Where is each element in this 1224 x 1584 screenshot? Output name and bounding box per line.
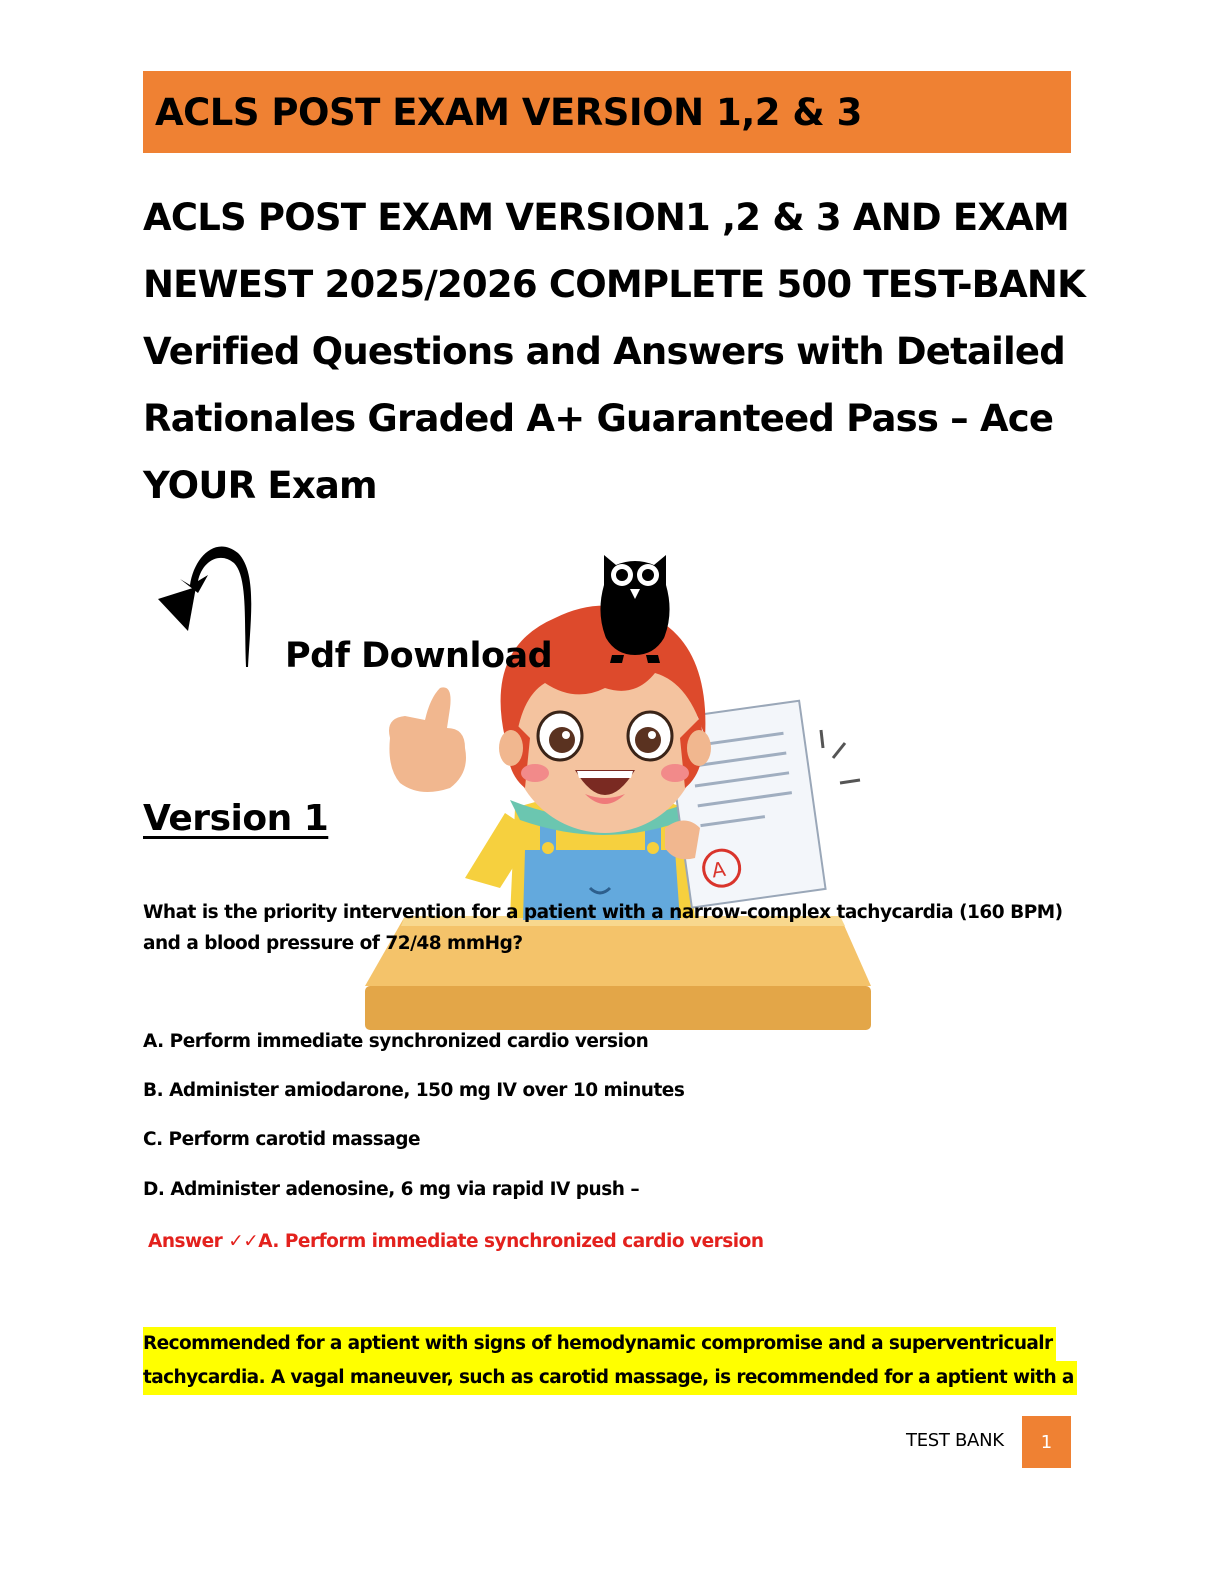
title-line: Verified Questions and Answers with Detailed xyxy=(143,330,1065,373)
question-line: What is the priority intervention for a patient with a narrow-complex tachycardia (160 BPM) xyxy=(143,902,1063,923)
question-text xyxy=(143,897,1073,959)
title-line: NEWEST 2025/2026 COMPLETE 500 TEST-BANK xyxy=(143,263,1085,306)
answer-text: Answer ✓✓A. Perform immediate synchronized cardio version xyxy=(148,1231,764,1252)
pdf-download-link[interactable]: Pdf Download xyxy=(285,636,553,676)
question-line: and a blood pressure of 72/48 mmHg? xyxy=(143,933,523,954)
curved-back-arrow-icon xyxy=(150,543,262,667)
rationale-text xyxy=(143,1327,1077,1395)
footer-label: TEST BANK xyxy=(906,1430,1004,1451)
title-line: ACLS POST EXAM VERSION1 ,2 & 3 AND EXAM xyxy=(143,196,1069,239)
option-d: D. Administer adenosine, 6 mg via rapid IV push – xyxy=(143,1179,640,1200)
rationale-line: Recommended for a aptient with signs of hemodynamic compromise and a superventricualr xyxy=(143,1327,1056,1361)
title-line: YOUR Exam xyxy=(143,464,377,507)
header-banner xyxy=(143,71,1071,153)
document-title xyxy=(143,184,1083,519)
option-c: C. Perform carotid massage xyxy=(143,1129,421,1150)
banner-title: ACLS POST EXAM VERSION 1,2 & 3 xyxy=(155,90,862,134)
option-a: A. Perform immediate synchronized cardio version xyxy=(143,1031,649,1052)
owl-icon xyxy=(594,543,676,665)
option-b: B. Administer amiodarone, 150 mg IV over 10 minutes xyxy=(143,1080,685,1101)
version-heading: Version 1 xyxy=(143,797,329,839)
svg-text:A: A xyxy=(710,856,728,883)
title-line: Rationales Graded A+ Guaranteed Pass – Ace xyxy=(143,397,1054,440)
page-number: 1 xyxy=(1022,1416,1071,1468)
rationale-line: tachycardia. A vagal maneuver, such as carotid massage, is recommended for a aptient with a xyxy=(143,1361,1077,1395)
